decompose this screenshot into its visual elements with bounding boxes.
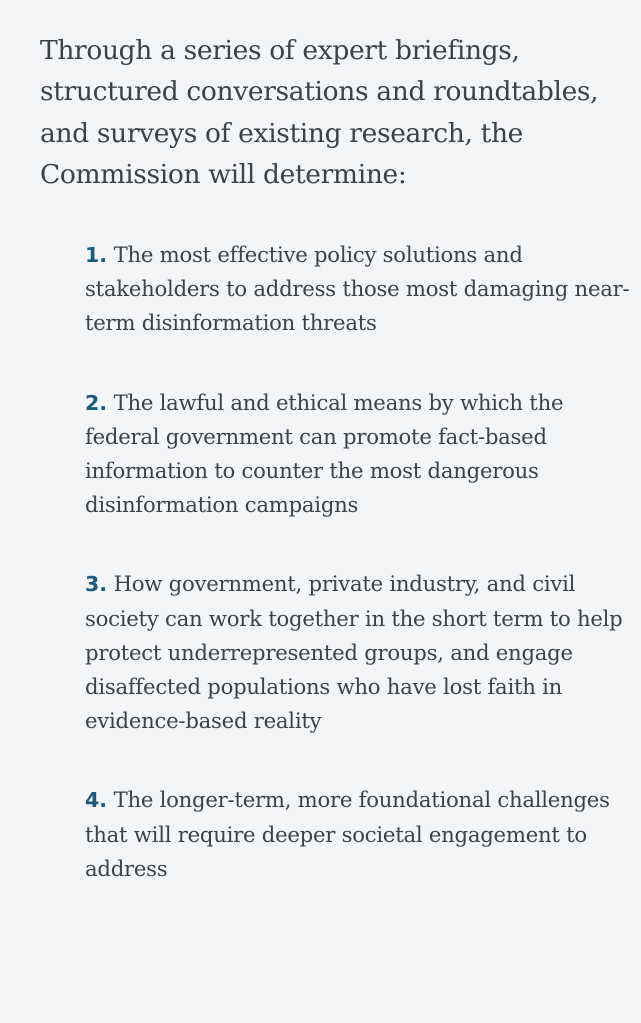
- list-item-1: [85, 238, 630, 341]
- intro-paragraph: Through a series of expert briefings, structured conversations and roundtables, and surveys of existing research, the Commission will determine:: [40, 35, 599, 190]
- list-item-4: [85, 783, 630, 886]
- list-item-number: 4.: [85, 788, 108, 813]
- list-item-2: [85, 386, 630, 523]
- list-item-text: The most effective policy solutions and stakeholders to address those most damaging near-term disinformation threats: [85, 242, 630, 336]
- list-item-number: 3.: [85, 572, 108, 597]
- determination-list: [85, 238, 630, 886]
- list-item-text: The longer-term, more foundational challenges that will require deeper societal engagement to address: [85, 787, 610, 881]
- list-item-number: 2.: [85, 390, 108, 415]
- list-item-number: 1.: [85, 243, 108, 267]
- list-item-3: [85, 567, 630, 738]
- list-item-text: How government, private industry, and civil society can work together in the short term to help protect underrepresented groups, and engage disaffected populations who have lost faith in evidence-based reality: [85, 571, 623, 734]
- list-item-text: The lawful and ethical means by which the federal government can promote fact-based information to counter the most dangerous disinformation campaigns: [85, 389, 564, 518]
